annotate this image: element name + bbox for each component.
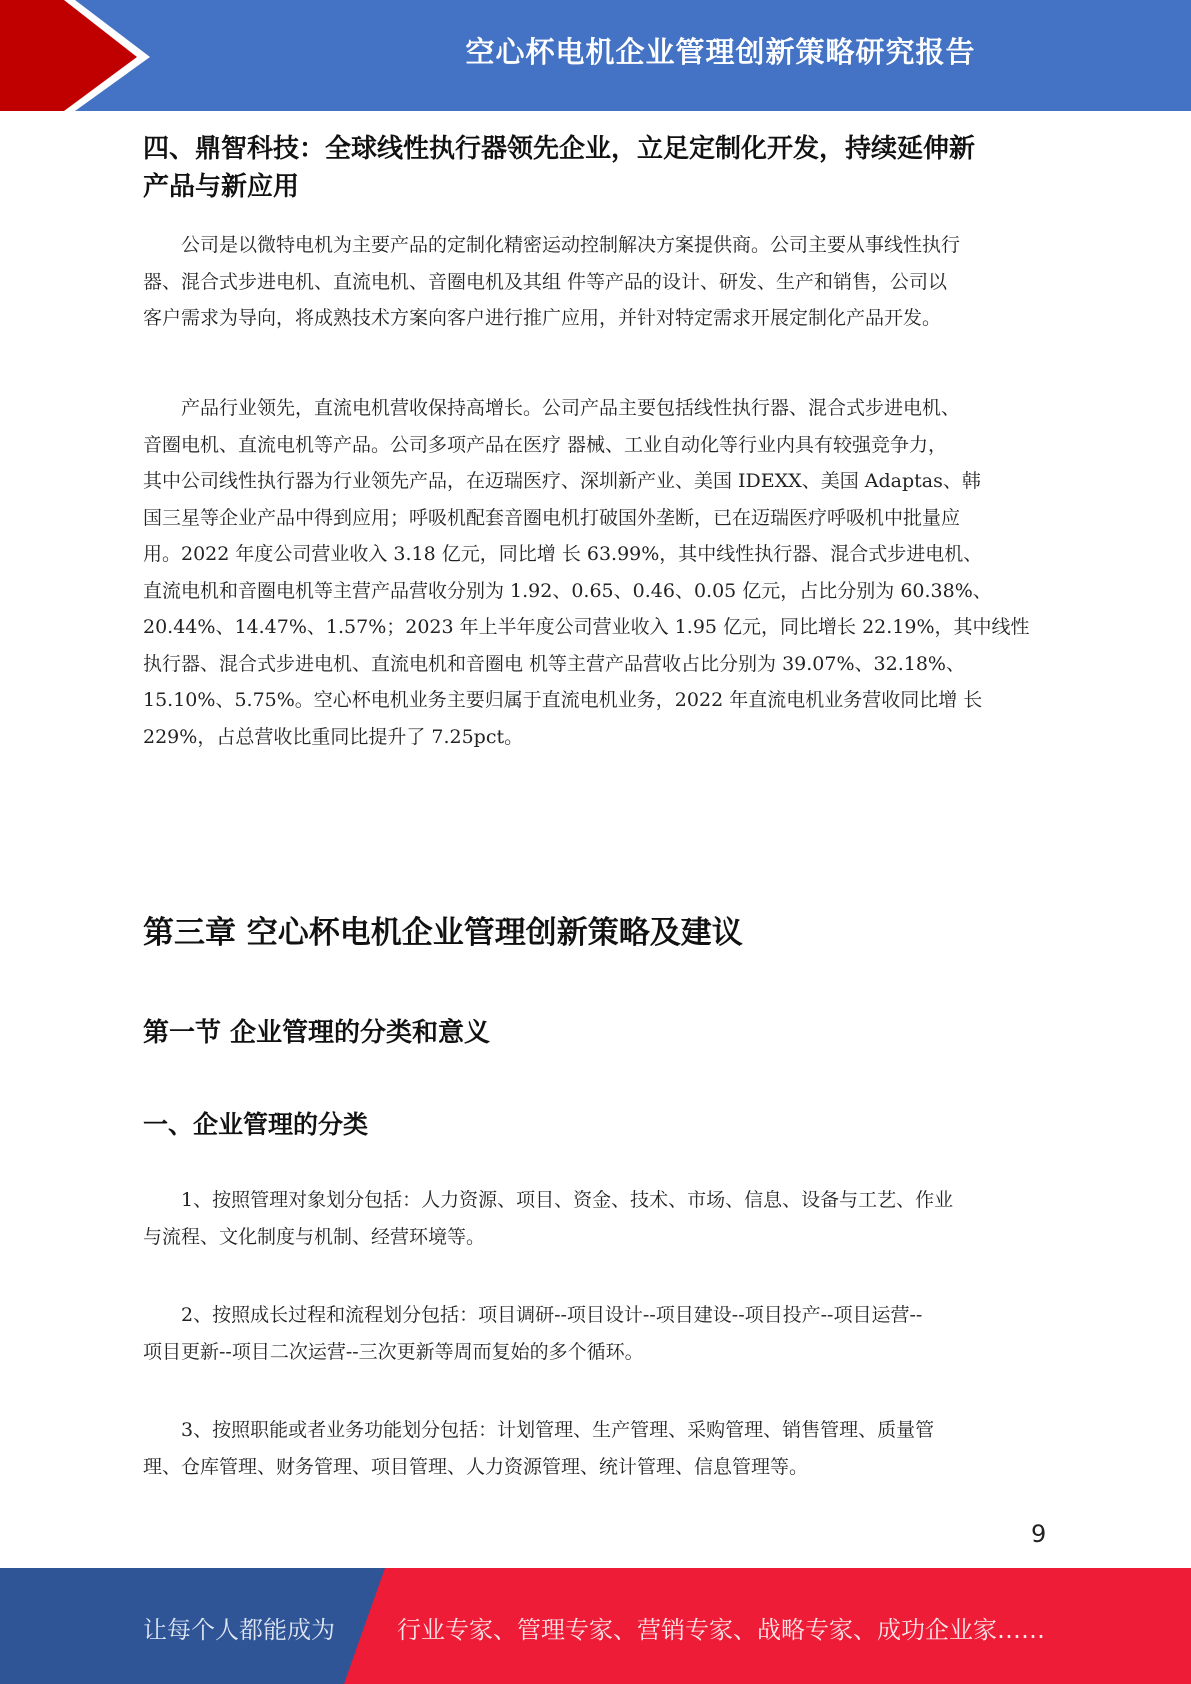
header-arrow-decoration xyxy=(0,0,160,111)
heading-line: 产品与新应用 xyxy=(143,172,300,202)
text-line: 1、按照管理对象划分包括：人力资源、项目、资金、技术、市场、信息、设备与工艺、作业 xyxy=(143,1189,954,1211)
text-line: 客户需求为导向，将成熟技术方案向客户进行推广应用，并针对特定需求开展定制化产品开发。 xyxy=(143,307,942,329)
text-line: 与流程、文化制度与机制、经营环境等。 xyxy=(143,1225,486,1248)
text-line: 公司是以微特电机为主要产品的定制化精密运动控制解决方案提供商。公司主要从事线性执行 xyxy=(143,234,961,256)
section-title: 第一节 企业管理的分类和意义 xyxy=(143,1018,491,1048)
text-line: 音圈电机、直流电机等产品。公司多项产品在医疗 器械、工业自动化等行业内具有较强竞争力， xyxy=(143,433,948,456)
footer-slogan-left: 让每个人都能成为 xyxy=(143,1616,335,1644)
text-line: 器、混合式步进电机、直流电机、音圈电机及其组 件等产品的设计、研发、生产和销售，公司以 xyxy=(143,270,948,293)
footer-slogan-right: 行业专家、管理专家、营销专家、战略专家、成功企业家…… xyxy=(397,1616,1045,1644)
paragraph-products xyxy=(143,390,1048,755)
list-item xyxy=(143,1297,1048,1370)
text-line: 3、按照职能或者业务功能划分包括：计划管理、生产管理、采购管理、销售管理、质量管 xyxy=(143,1419,935,1441)
heading-line: 四、鼎智科技：全球线性执行器领先企业，立足定制化开发，持续延伸新 xyxy=(143,134,976,164)
list-item xyxy=(143,1182,1048,1255)
text-line: 20.44%、14.47%、1.57%；2023 年上半年度公司营业收入 1.95 亿元，同比增长 22.19%，其中线性 xyxy=(143,616,1030,638)
text-line: 国三星等企业产品中得到应用；呼吸机配套音圈电机打破国外垄断，已在迈瑞医疗呼吸机中批量应 xyxy=(143,506,961,529)
header-title: 空心杯电机企业管理创新策略研究报告 xyxy=(465,35,976,69)
chapter-title: 第三章 空心杯电机企业管理创新策略及建议 xyxy=(143,915,743,951)
text-line: 用。2022 年度公司营业收入 3.18 亿元，同比增 长 63.99%，其中线性执行器、混合式步进电机、 xyxy=(143,543,983,565)
paragraph-company-intro xyxy=(143,227,1048,337)
text-line: 项目更新--项目二次运营--三次更新等周而复始的多个循环。 xyxy=(143,1340,644,1363)
text-line: 其中公司线性执行器为行业领先产品，在迈瑞医疗、深圳新产业、美国 IDEXX、美国 Adaptas、韩 xyxy=(143,470,981,492)
text-line: 理、仓库管理、财务管理、项目管理、人力资源管理、统计管理、信息管理等。 xyxy=(143,1455,809,1478)
section-heading xyxy=(143,130,1053,206)
text-line: 执行器、混合式步进电机、直流电机和音圈电 机等主营产品营收占比分别为 39.07%、32.18%、 xyxy=(143,652,965,675)
text-line: 产品行业领先，直流电机营收保持高增长。公司产品主要包括线性执行器、混合式步进电机、 xyxy=(143,397,961,419)
text-line: 15.10%、5.75%。空心杯电机业务主要归属于直流电机业务，2022 年直流电机业务营收同比增 长 xyxy=(143,689,983,711)
subsection-title: 一、企业管理的分类 xyxy=(143,1110,369,1139)
text-line: 直流电机和音圈电机等主营产品营收分别为 1.92、0.65、0.46、0.05 亿元，占比分别为 60.38%、 xyxy=(143,579,992,602)
page-number: 9 xyxy=(1031,1520,1047,1548)
page-footer xyxy=(0,1568,1191,1684)
text-line: 2、按照成长过程和流程划分包括：项目调研--项目设计--项目建设--项目投产--项目运营-- xyxy=(143,1304,923,1326)
text-line: 229%，占总营收比重同比提升了 7.25pct。 xyxy=(143,725,524,748)
page-header xyxy=(0,0,1191,111)
list-item xyxy=(143,1412,1048,1485)
